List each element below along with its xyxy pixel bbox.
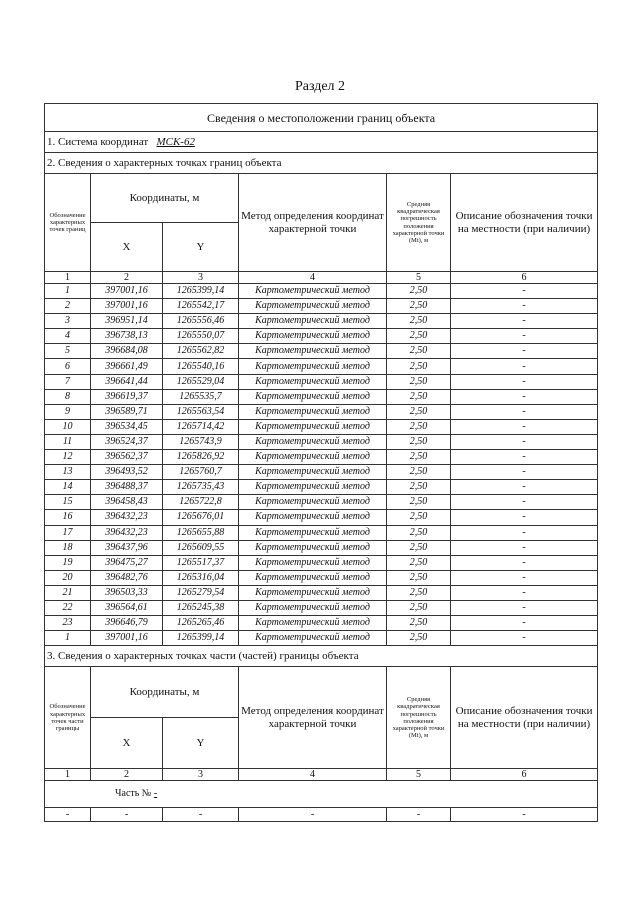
point-mt: 2,50 — [387, 570, 451, 585]
table-row — [45, 525, 598, 540]
point-x: 396562,37 — [91, 450, 163, 465]
point-y: 1265609,55 — [163, 540, 239, 555]
point-description: - — [451, 510, 598, 525]
table-row — [45, 631, 598, 646]
point-mt: 2,50 — [387, 450, 451, 465]
point-x: 396951,14 — [91, 314, 163, 329]
point-description: - — [451, 374, 598, 389]
point-x: 397001,16 — [91, 299, 163, 314]
part-col-error-header: Средняя квадратическая погрешность положения характерной точки (Mt), м — [387, 667, 451, 769]
point-number: 5 — [45, 344, 91, 359]
point-number: 13 — [45, 465, 91, 480]
dash-cell: - — [387, 808, 451, 822]
col-number: 4 — [239, 272, 387, 284]
table-row — [45, 359, 598, 374]
point-method: Картометрический метод — [239, 374, 387, 389]
point-method: Картометрический метод — [239, 314, 387, 329]
point-y: 1265245,38 — [163, 600, 239, 615]
col-number: 5 — [387, 769, 451, 781]
table-row — [45, 616, 598, 631]
point-description: - — [451, 616, 598, 631]
point-number: 9 — [45, 404, 91, 419]
point-mt: 2,50 — [387, 344, 451, 359]
point-x: 396684,08 — [91, 344, 163, 359]
point-description: - — [451, 555, 598, 570]
point-method: Картометрический метод — [239, 585, 387, 600]
point-mt: 2,50 — [387, 555, 451, 570]
table-row — [45, 329, 598, 344]
point-mt: 2,50 — [387, 434, 451, 449]
point-method: Картометрический метод — [239, 465, 387, 480]
table-row — [45, 585, 598, 600]
point-number: 23 — [45, 616, 91, 631]
col-error-header: Средняя квадратическая погрешность положения характерной точки (Mt), м — [387, 174, 451, 272]
table-row — [45, 434, 598, 449]
point-method: Картометрический метод — [239, 404, 387, 419]
point-number: 7 — [45, 374, 91, 389]
coord-system-label: 1. Система координат — [47, 135, 149, 148]
table-row — [45, 555, 598, 570]
point-mt: 2,50 — [387, 585, 451, 600]
table-row — [45, 495, 598, 510]
dash-cell: - — [45, 808, 91, 822]
table-row — [45, 570, 598, 585]
point-method: Картометрический метод — [239, 359, 387, 374]
point-number: 20 — [45, 570, 91, 585]
part-number-value: - — [153, 788, 158, 800]
point-mt: 2,50 — [387, 299, 451, 314]
point-mt: 2,50 — [387, 284, 451, 299]
point-x: 396493,52 — [91, 465, 163, 480]
part-col-method-header: Метод определения координат характерной точки — [239, 667, 387, 769]
point-mt: 2,50 — [387, 495, 451, 510]
point-description: - — [451, 600, 598, 615]
col-method-header: Метод определения координат характерной точки — [239, 174, 387, 272]
point-description: - — [451, 585, 598, 600]
section3-title: 3. Сведения о характерных точках части (частей) границы объекта — [45, 646, 598, 667]
point-number: 22 — [45, 600, 91, 615]
point-number: 16 — [45, 510, 91, 525]
section-heading: Раздел 2 — [294, 79, 346, 94]
point-y: 1265399,14 — [163, 631, 239, 646]
point-y: 1265540,16 — [163, 359, 239, 374]
point-description: - — [451, 540, 598, 555]
point-y: 1265760,7 — [163, 465, 239, 480]
col-number: 6 — [451, 769, 598, 781]
point-description: - — [451, 570, 598, 585]
part-dash-row — [45, 808, 598, 822]
col-designation-header: Обозначение характерных точек границ — [45, 174, 91, 272]
point-description: - — [451, 284, 598, 299]
point-mt: 2,50 — [387, 359, 451, 374]
col-number: 6 — [451, 272, 598, 284]
point-description: - — [451, 314, 598, 329]
boundary-table — [44, 103, 598, 822]
point-description: - — [451, 404, 598, 419]
point-x: 396482,76 — [91, 570, 163, 585]
col-description-header: Описание обозначения точки на местности (при наличии) — [451, 174, 598, 272]
point-method: Картометрический метод — [239, 600, 387, 615]
point-method: Картометрический метод — [239, 419, 387, 434]
point-number: 1 — [45, 631, 91, 646]
table-row — [45, 389, 598, 404]
point-y: 1265550,07 — [163, 329, 239, 344]
point-method: Картометрический метод — [239, 555, 387, 570]
point-number: 12 — [45, 450, 91, 465]
point-mt: 2,50 — [387, 525, 451, 540]
column-numbers-row — [45, 272, 598, 284]
part-col-x-header: X — [91, 718, 163, 769]
point-method: Картометрический метод — [239, 299, 387, 314]
point-description: - — [451, 299, 598, 314]
point-x: 396661,49 — [91, 359, 163, 374]
point-y: 1265399,14 — [163, 284, 239, 299]
table-row — [45, 344, 598, 359]
point-x: 396475,27 — [91, 555, 163, 570]
point-y: 1265517,37 — [163, 555, 239, 570]
point-mt: 2,50 — [387, 374, 451, 389]
table-row — [45, 314, 598, 329]
part-col-coords-header: Координаты, м — [91, 667, 239, 718]
table-row — [45, 450, 598, 465]
point-mt: 2,50 — [387, 510, 451, 525]
point-x: 396524,37 — [91, 434, 163, 449]
point-y: 1265316,04 — [163, 570, 239, 585]
point-x: 396646,79 — [91, 616, 163, 631]
point-method: Картометрический метод — [239, 329, 387, 344]
point-description: - — [451, 525, 598, 540]
point-y: 1265722,8 — [163, 495, 239, 510]
table-row — [45, 510, 598, 525]
point-mt: 2,50 — [387, 465, 451, 480]
point-mt: 2,50 — [387, 600, 451, 615]
table-row — [45, 419, 598, 434]
point-description: - — [451, 329, 598, 344]
table-row — [45, 374, 598, 389]
part-column-numbers-row — [45, 769, 598, 781]
point-x: 396738,13 — [91, 329, 163, 344]
point-number: 19 — [45, 555, 91, 570]
points-body — [45, 284, 598, 646]
part-number-label: Часть № — [115, 788, 152, 800]
dash-cell: - — [239, 808, 387, 822]
point-y: 1265563,54 — [163, 404, 239, 419]
dash-cell: - — [163, 808, 239, 822]
point-mt: 2,50 — [387, 616, 451, 631]
point-method: Картометрический метод — [239, 616, 387, 631]
point-number: 6 — [45, 359, 91, 374]
point-number: 17 — [45, 525, 91, 540]
part-col-description-header: Описание обозначения точки на местности (при наличии) — [451, 667, 598, 769]
table-row — [45, 480, 598, 495]
point-y: 1265529,04 — [163, 374, 239, 389]
point-method: Картометрический метод — [239, 570, 387, 585]
point-y: 1265279,54 — [163, 585, 239, 600]
point-description: - — [451, 480, 598, 495]
point-mt: 2,50 — [387, 631, 451, 646]
part-col-y-header: Y — [163, 718, 239, 769]
section2-title: 2. Сведения о характерных точках границ объекта — [45, 153, 598, 174]
col-number: 3 — [163, 272, 239, 284]
table-row — [45, 465, 598, 480]
point-x: 396503,33 — [91, 585, 163, 600]
point-mt: 2,50 — [387, 329, 451, 344]
point-x: 397001,16 — [91, 631, 163, 646]
table-row — [45, 404, 598, 419]
point-description: - — [451, 434, 598, 449]
point-mt: 2,50 — [387, 540, 451, 555]
point-method: Картометрический метод — [239, 480, 387, 495]
coord-system — [45, 132, 598, 153]
point-y: 1265655,88 — [163, 525, 239, 540]
col-number: 1 — [45, 272, 91, 284]
point-x: 396437,96 — [91, 540, 163, 555]
point-number: 18 — [45, 540, 91, 555]
col-x-header: X — [91, 223, 163, 272]
point-x: 396619,37 — [91, 389, 163, 404]
point-method: Картометрический метод — [239, 631, 387, 646]
point-method: Картометрический метод — [239, 284, 387, 299]
point-description: - — [451, 419, 598, 434]
col-y-header: Y — [163, 223, 239, 272]
table-row — [45, 299, 598, 314]
point-x: 396564,61 — [91, 600, 163, 615]
part-col-designation-header: Обозначение характерных точек части границы — [45, 667, 91, 769]
point-method: Картометрический метод — [239, 540, 387, 555]
point-mt: 2,50 — [387, 314, 451, 329]
point-y: 1265562,82 — [163, 344, 239, 359]
point-method: Картометрический метод — [239, 525, 387, 540]
point-description: - — [451, 359, 598, 374]
point-method: Картометрический метод — [239, 450, 387, 465]
point-x: 396589,71 — [91, 404, 163, 419]
point-method: Картометрический метод — [239, 495, 387, 510]
point-y: 1265743,9 — [163, 434, 239, 449]
point-method: Картометрический метод — [239, 510, 387, 525]
point-x: 396488,37 — [91, 480, 163, 495]
point-y: 1265676,01 — [163, 510, 239, 525]
col-number: 1 — [45, 769, 91, 781]
table-row — [45, 284, 598, 299]
point-y: 1265265,46 — [163, 616, 239, 631]
point-number: 2 — [45, 299, 91, 314]
point-y: 1265542,17 — [163, 299, 239, 314]
document-table-wrapper — [44, 103, 597, 822]
point-number: 3 — [45, 314, 91, 329]
point-mt: 2,50 — [387, 480, 451, 495]
coord-system-value: МСК-62 — [156, 135, 195, 148]
point-description: - — [451, 631, 598, 646]
point-method: Картометрический метод — [239, 389, 387, 404]
point-number: 15 — [45, 495, 91, 510]
col-coords-header: Координаты, м — [91, 174, 239, 223]
point-description: - — [451, 389, 598, 404]
point-y: 1265735,43 — [163, 480, 239, 495]
col-number: 5 — [387, 272, 451, 284]
point-number: 14 — [45, 480, 91, 495]
point-x: 396534,45 — [91, 419, 163, 434]
table-row — [45, 600, 598, 615]
point-number: 11 — [45, 434, 91, 449]
point-mt: 2,50 — [387, 404, 451, 419]
point-description: - — [451, 344, 598, 359]
point-y: 1265714,42 — [163, 419, 239, 434]
table-row — [45, 540, 598, 555]
point-method: Картометрический метод — [239, 344, 387, 359]
point-mt: 2,50 — [387, 419, 451, 434]
table-title: Сведения о местоположении границ объекта — [45, 104, 598, 132]
point-x: 396432,23 — [91, 525, 163, 540]
point-number: 1 — [45, 284, 91, 299]
point-x: 396458,43 — [91, 495, 163, 510]
col-number: 4 — [239, 769, 387, 781]
col-number: 3 — [163, 769, 239, 781]
point-y: 1265535,7 — [163, 389, 239, 404]
point-y: 1265826,92 — [163, 450, 239, 465]
point-x: 397001,16 — [91, 284, 163, 299]
point-description: - — [451, 465, 598, 480]
dash-cell: - — [91, 808, 163, 822]
part-number-row — [45, 781, 598, 808]
point-number: 21 — [45, 585, 91, 600]
dash-cell: - — [451, 808, 598, 822]
point-mt: 2,50 — [387, 389, 451, 404]
point-method: Картометрический метод — [239, 434, 387, 449]
point-y: 1265556,46 — [163, 314, 239, 329]
point-description: - — [451, 450, 598, 465]
point-x: 396641,44 — [91, 374, 163, 389]
col-number: 2 — [91, 769, 163, 781]
point-number: 8 — [45, 389, 91, 404]
point-x: 396432,23 — [91, 510, 163, 525]
point-description: - — [451, 495, 598, 510]
col-number: 2 — [91, 272, 163, 284]
point-number: 10 — [45, 419, 91, 434]
point-number: 4 — [45, 329, 91, 344]
